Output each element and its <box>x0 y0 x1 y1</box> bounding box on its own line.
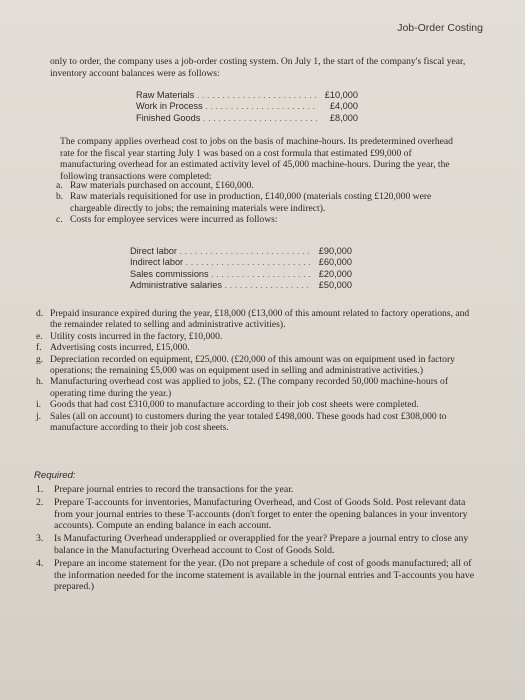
service-label: Administrative salaries . . . <box>130 280 312 291</box>
item-text: Sales (all on account) to customers during the year totaled £498,000. These goods had cost £308,000 to manufacture according to their job cost sheets. <box>50 410 447 434</box>
item-text: Costs for employee services were incurred as follows: <box>70 214 278 226</box>
service-row <box>130 257 352 268</box>
item-marker: b. <box>56 191 64 203</box>
service-row <box>130 246 352 257</box>
intro-paragraph <box>50 56 470 79</box>
balance-label: Raw Materials . . . <box>136 90 318 101</box>
item-marker: i. <box>36 399 42 411</box>
balance-row <box>136 90 358 101</box>
service-label: Sales commissions . . . <box>130 269 312 280</box>
item-text: Is Manufacturing Overhead underapplied or overapplied for the year? Prepare a journal entry to close any balance in the Manufacturing Overhead account to Cost of Goods Sold. <box>54 533 469 556</box>
item-marker: h. <box>36 376 44 388</box>
list-item <box>36 411 474 434</box>
overhead-text: The company applies overhead cost to jobs on the basis of machine-hours. Its predetermined overhead rate for the fiscal year starting July 1 was based on a cost formula that estimated £99,000 of manufacturing overhead for an estimated activity level of 45,000 machine-hours. During the year, the following transactions were completed: <box>60 136 453 182</box>
list-item <box>36 497 476 532</box>
item-text: Prepaid insurance expired during the year, £18,000 (£13,000 of this amount related to factory operations, and the remainder related to selling and administrative activities). <box>50 308 470 331</box>
item-marker: d. <box>36 308 44 319</box>
balance-value: £4,000 <box>329 101 358 112</box>
service-row <box>130 269 352 280</box>
item-text: Raw materials requisitioned for use in production, £140,000 (materials costing £120,000 were chargeable directly to jobs; the remaining materials were indirect). <box>70 191 432 214</box>
item-text: Goods that had cost £310,000 to manufacture according to their job cost sheets were completed. <box>50 399 419 411</box>
page-header: Job-Order Costing <box>397 22 483 34</box>
item-marker: j. <box>36 410 42 422</box>
transactions-list-a-c <box>56 180 466 226</box>
required-heading: Required: <box>34 470 76 481</box>
list-item <box>36 308 474 331</box>
list-item <box>56 191 466 214</box>
item-marker: c. <box>56 214 63 226</box>
overhead-paragraph <box>60 136 460 182</box>
list-item <box>56 214 466 225</box>
service-value: £90,000 <box>318 246 352 256</box>
item-text: Raw materials purchased on account, £160,000. <box>70 180 254 191</box>
service-row <box>130 280 352 291</box>
item-text: Manufacturing overhead cost was applied to jobs, £2. (The company recorded 50,000 machine-hours of operating time during the year.) <box>50 376 449 399</box>
item-marker: g. <box>36 353 44 365</box>
item-marker: a. <box>56 180 63 191</box>
list-item <box>36 399 474 410</box>
service-label: Direct labor . . . <box>130 246 312 257</box>
item-text: Utility costs incurred in the factory, £10,000. <box>50 330 223 342</box>
list-item <box>36 558 476 593</box>
item-marker: f. <box>36 342 42 354</box>
item-text: Advertising costs incurred, £15,000. <box>50 342 190 354</box>
list-item <box>36 376 474 399</box>
item-text: Prepare T-accounts for inventories, Manufacturing Overhead, and Cost of Goods Sold. Post relevant data from your journal entries to these T-accounts (don't forget to enter the opening balances in your inventory accounts). Compute an ending balance in each account. <box>54 496 468 532</box>
list-item <box>36 354 474 377</box>
required-list <box>36 484 476 594</box>
service-value: £50,000 <box>318 280 352 291</box>
balance-row <box>136 101 358 112</box>
item-marker: 2. <box>36 496 44 508</box>
service-value: £60,000 <box>318 257 352 268</box>
balance-label: Finished Goods . . . <box>136 113 318 124</box>
item-marker: 1. <box>36 484 44 495</box>
item-text: Prepare an income statement for the year. (Do not prepare a schedule of cost of goods manufactured; all of the information needed for the income statement is available in the journal entries and T-accounts you have prepared.) <box>54 557 475 593</box>
list-item <box>56 180 466 191</box>
balance-value: £10,000 <box>324 90 358 100</box>
transactions-list-d-j <box>36 308 474 433</box>
item-marker: e. <box>36 330 43 342</box>
list-item <box>36 533 476 557</box>
service-label: Indirect labor . . . <box>130 257 312 268</box>
intro-text: only to order, the company uses a job-order costing system. On July 1, the start of the company's fiscal year, inventory account balances were as follows: <box>50 56 466 79</box>
list-item <box>36 331 474 342</box>
list-item <box>36 342 474 353</box>
inventory-balances-table <box>136 90 358 124</box>
employee-services-table <box>130 246 352 292</box>
list-item <box>36 484 476 496</box>
item-marker: 4. <box>36 557 44 569</box>
item-marker: 3. <box>36 533 44 545</box>
balance-value: £8,000 <box>329 112 358 123</box>
service-value: £20,000 <box>318 268 352 279</box>
item-text: Depreciation recorded on equipment, £25,000. (£20,000 of this amount was on equipment used in factory operations; the remaining £5,000 was on equipment used in selling and administrative activities.) <box>50 353 455 377</box>
balance-label: Work in Process . . . <box>136 101 318 112</box>
balance-row <box>136 113 358 124</box>
item-text: Prepare journal entries to record the transactions for the year. <box>54 484 294 495</box>
